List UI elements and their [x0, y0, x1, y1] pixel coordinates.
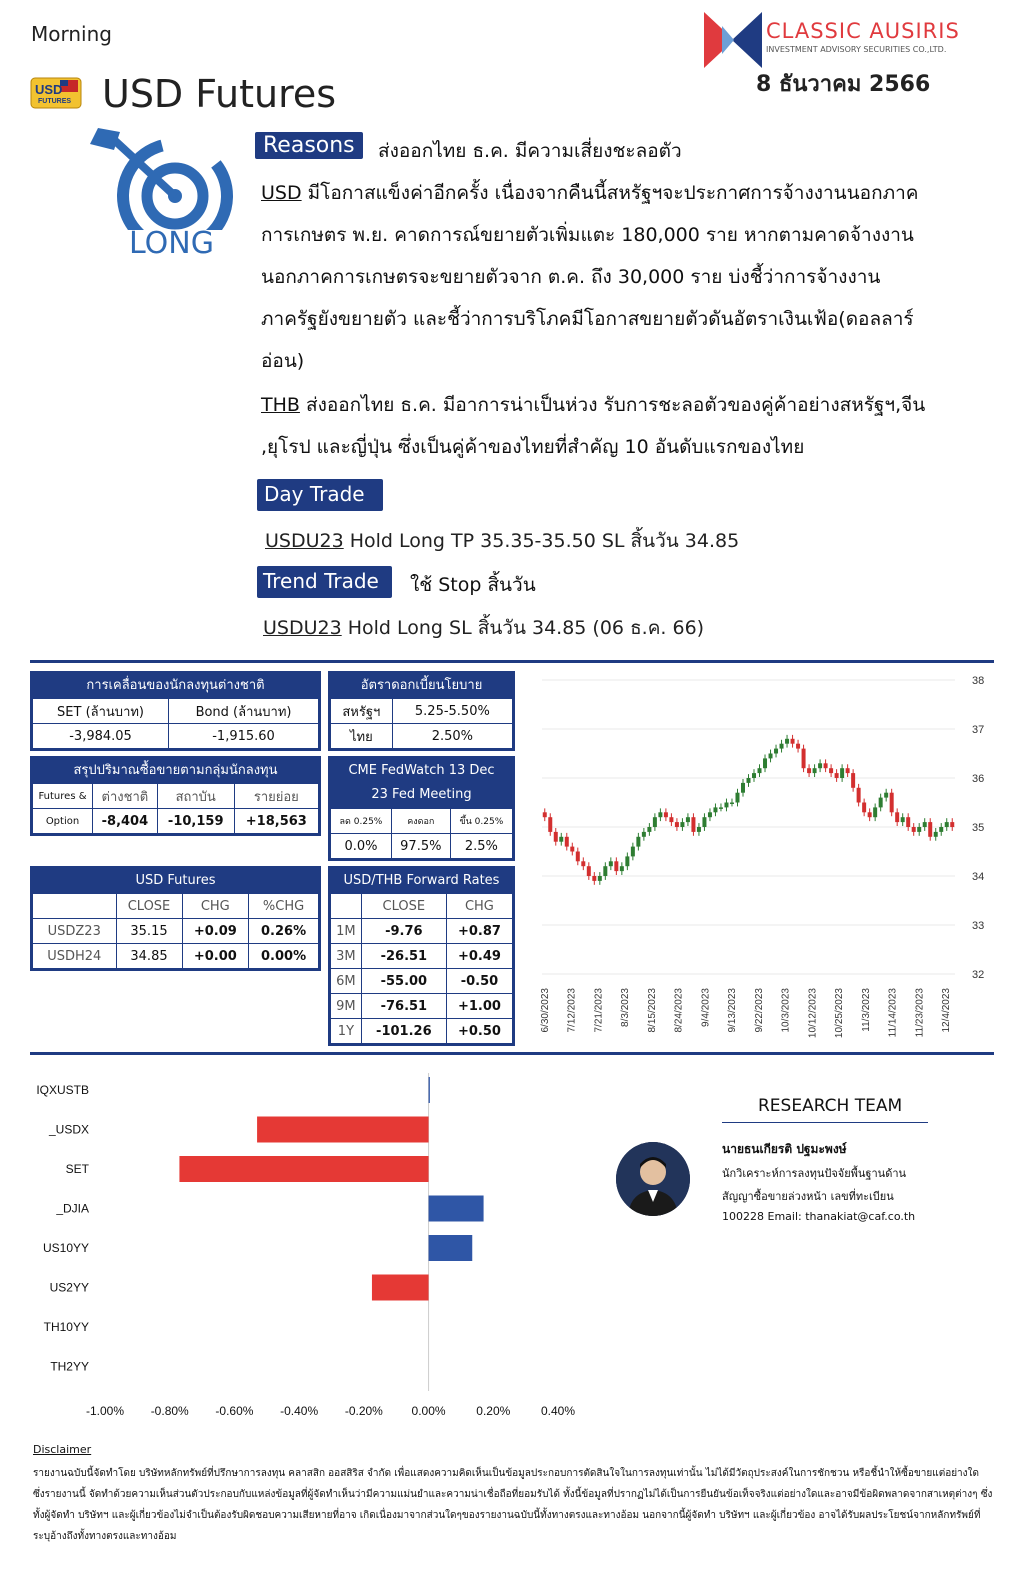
- svg-text:FUTURES: FUTURES: [38, 98, 72, 105]
- candle-body: [774, 749, 778, 754]
- candle-body: [950, 822, 954, 827]
- table-cell: -0.50: [446, 969, 512, 994]
- policy-rate-title: อัตราดอกเบี้ยนโยบาย: [330, 673, 513, 698]
- table-header: CLOSE: [116, 894, 182, 919]
- candle-body: [614, 861, 618, 871]
- usd-paragraph: [261, 172, 975, 382]
- table-cell: +0.00: [182, 944, 249, 969]
- table-header: [33, 894, 117, 919]
- x-tick-label: -0.60%: [215, 1404, 254, 1418]
- candle-body: [912, 827, 916, 832]
- table-cell: -10,159: [157, 809, 234, 834]
- table-cell: +1.00: [446, 994, 512, 1019]
- candle-body: [758, 768, 762, 773]
- foreign-flow-table: [30, 671, 321, 751]
- disclaimer-text: รายงานฉบับนี้จัดทำโดย บริษัทหลักทรัพย์ที่ปรึกษาการลงทุน คลาสสิก ออสสิริส จำกัด เพื่อแสดงความคิดเห็นเป็นข้อมูลประกอบการตัดสินใจในการลงทุนเท่านั้น ไม่ได้มีวัตถุประสงค์ในการชักชวน หรือชี้นำให้ซื้อขายแต่อย่างใด ซึ่งรายงานนี้ จัดทำด้วยความเห็นส่วนตัวประกอบกับแหล่งข้อมูลที่ผู้จัดทำเห็นว่ามีความแม่นยำและความน่าเชื่อถือที่ยอมรับได้ ทั้งนี้ข้อมูลที่ปรากฏไม่ได้เป็นการยืนยันข้อเท็จจริงแต่อย่างใดและอาจมีข้อผิดพลาดจากสาเหตุต่างๆ ซึ่งทั้งผู้จัดทำ บริษัทฯ และผู้เกี่ยวข้องไม่จำเป็นต้องรับผิดชอบความเสียหายที่อาจ เกิดเนื่องมาจากส่วนใดๆของรายงานฉบับนี้ทั้งทางตรงและทางอ้อม นอกจากนี้ผู้จัดทำ บริษัทฯ และผู้เกี่ยวข้อง อาจได้รับผลประโยชน์จากหลักทรัพย์ที่ระบุอ้างถึงทั้งทางตรงและทางอ้อม: [33, 1468, 993, 1542]
- candle-body: [807, 768, 811, 773]
- candle-body: [554, 832, 558, 842]
- candle-body: [570, 847, 574, 852]
- candle-body: [934, 832, 938, 837]
- candle-body: [548, 817, 552, 832]
- usd-futures-table: [30, 866, 321, 971]
- candle-body: [592, 876, 596, 881]
- candle-body: [829, 768, 833, 773]
- svg-text:USD: USD: [35, 82, 63, 97]
- x-tick-label: 7/12/2023: [566, 988, 578, 1033]
- day-trade-label: Day Trade: [257, 479, 383, 511]
- candle-body: [747, 778, 751, 783]
- x-tick-label: 0.40%: [540, 1404, 576, 1418]
- x-tick-label: 10/25/2023: [834, 988, 846, 1039]
- y-tick-label: 35: [972, 822, 985, 834]
- table-cell: 2.50%: [392, 724, 512, 749]
- row-label: Futures &: [33, 784, 93, 809]
- table-cell: 2.5%: [450, 834, 512, 859]
- x-tick-label: 11/3/2023: [860, 988, 872, 1032]
- table-cell: +0.49: [446, 944, 512, 969]
- table-header: Bond (ล้านบาท): [169, 699, 319, 724]
- candle-body: [769, 754, 773, 759]
- x-tick-label: -0.80%: [150, 1404, 189, 1418]
- candle-body: [879, 798, 883, 808]
- table-cell: +18,563: [234, 809, 318, 834]
- candle-body: [620, 866, 624, 871]
- x-tick-label: 0.00%: [411, 1404, 446, 1418]
- candle-body: [840, 768, 844, 778]
- x-tick-label: 10/3/2023: [780, 988, 792, 1033]
- x-tick-label: 12/4/2023: [941, 988, 952, 1033]
- day-trade-text: Hold Long TP 35.35-35.50 SL สิ้นวัน 34.85: [343, 530, 740, 552]
- table-cell: 3M: [331, 944, 362, 969]
- table-header: [331, 894, 362, 919]
- category-label: SET: [65, 1162, 89, 1176]
- candle-body: [631, 847, 635, 857]
- candle-body: [735, 793, 739, 803]
- table-header: CLOSE: [361, 894, 446, 919]
- x-tick-label: 11/14/2023: [887, 988, 899, 1038]
- candle-body: [862, 803, 866, 813]
- table-cell: 0.0%: [331, 834, 392, 859]
- brand-subtitle: INVESTMENT ADVISORY SECURITIES CO.,LTD.: [766, 45, 947, 54]
- candle-body: [917, 827, 921, 832]
- x-tick-label: 9/22/2023: [753, 988, 765, 1033]
- candle-body: [835, 773, 839, 778]
- category-label: IQXUSTB: [36, 1083, 89, 1097]
- thb-paragraph: [261, 384, 975, 468]
- x-tick-label: -0.20%: [344, 1404, 383, 1418]
- y-tick-label: 33: [972, 920, 985, 932]
- candle-body: [713, 807, 717, 812]
- candle-body: [702, 817, 706, 827]
- table-header: ขึ้น 0.25%: [450, 809, 512, 834]
- candle-body: [785, 739, 789, 744]
- candle-body: [680, 822, 684, 827]
- table-cell: สหรัฐฯ: [331, 699, 393, 724]
- usd-futures-title: USD Futures: [32, 868, 319, 893]
- candle-body: [945, 822, 949, 827]
- candle-body: [636, 837, 640, 847]
- usd-line: อ่อน): [261, 350, 305, 372]
- table-cell: -9.76: [361, 919, 446, 944]
- candle-body: [587, 866, 591, 876]
- table-cell: 97.5%: [391, 834, 450, 859]
- x-tick-label: 9/13/2023: [727, 988, 739, 1033]
- table-header: CHG: [182, 894, 249, 919]
- brand-name: CLASSIC AUSIRIS: [766, 19, 960, 43]
- candle-body: [708, 812, 712, 817]
- investor-groups-title: สรุปปริมาณซื้อขายตามกลุ่มนักลงทุน: [32, 758, 319, 783]
- analyst-name: นายธนเกียรติ ปฐมะพงษ์: [722, 1142, 847, 1156]
- candle-body: [895, 812, 899, 822]
- table-cell: -76.51: [361, 994, 446, 1019]
- thb-line: ส่งออกไทย ธ.ค. มีอาการน่าเป็นห่วง รับการชะลอตัวของคู่ค้าอย่างสหรัฐฯ,จีน: [299, 394, 926, 416]
- fedwatch-table: [328, 756, 515, 861]
- category-label: TH2YY: [50, 1359, 89, 1374]
- trend-trade-text: Hold Long SL สิ้นวัน 34.85 (06 ธ.ค. 66): [341, 617, 705, 639]
- fedwatch-title-line: CME FedWatch 13 Dec: [348, 763, 495, 778]
- disclaimer-title: Disclaimer: [33, 1443, 92, 1456]
- candle-body: [664, 812, 668, 817]
- y-tick-label: 36: [972, 773, 985, 785]
- thb-tag: THB: [261, 394, 300, 416]
- candle-body: [890, 793, 894, 813]
- candle-body: [884, 793, 888, 798]
- candle-body: [873, 807, 877, 817]
- table-cell: 5.25-5.50%: [392, 699, 512, 724]
- usdthb-candlestick-chart: [530, 668, 1000, 1052]
- candle-body: [581, 861, 585, 866]
- target-arrow-icon: [90, 120, 250, 230]
- candle-body: [559, 837, 563, 842]
- candle-body: [901, 817, 905, 822]
- candle-body: [857, 788, 861, 803]
- table-cell: 1M: [331, 919, 362, 944]
- table-cell: 0.26%: [249, 919, 319, 944]
- table-cell: -8,404: [93, 809, 158, 834]
- candle-body: [658, 812, 662, 817]
- table-cell: -26.51: [361, 944, 446, 969]
- table-header: ต่างชาติ: [93, 784, 158, 809]
- table-cell: -101.26: [361, 1019, 446, 1044]
- candle-body: [565, 837, 569, 847]
- candle-body: [763, 758, 767, 768]
- x-tick-label: 8/24/2023: [673, 988, 685, 1033]
- brand-logo-icon: [704, 12, 762, 68]
- candle-body: [719, 807, 723, 809]
- candle-body: [939, 827, 943, 832]
- forward-rates-title: USD/THB Forward Rates: [330, 868, 513, 893]
- row-label: Option: [33, 809, 93, 834]
- candle-body: [818, 763, 822, 768]
- table-cell: 34.85: [116, 944, 182, 969]
- foreign-flow-title: การเคลื่อนของนักลงทุนต่างชาติ: [32, 673, 319, 698]
- reasons-label: Reasons: [255, 132, 363, 159]
- candle-body: [675, 822, 679, 827]
- table-cell: ไทย: [331, 724, 393, 749]
- table-cell: USDH24: [33, 944, 117, 969]
- table-cell: -55.00: [361, 969, 446, 994]
- bar: [372, 1275, 429, 1301]
- candle-body: [791, 739, 795, 744]
- table-header: ลด 0.25%: [331, 809, 392, 834]
- divider-top: [30, 660, 994, 663]
- candle-body: [802, 749, 806, 769]
- candle-body: [868, 812, 872, 817]
- policy-rate-table: [328, 671, 515, 751]
- usd-futures-logo: [30, 75, 82, 111]
- x-tick-label: 11/23/2023: [914, 988, 926, 1038]
- x-tick-label: 6/30/2023: [540, 988, 551, 1033]
- y-tick-label: 32: [972, 969, 985, 981]
- fedwatch-title-line: 23 Fed Meeting: [371, 787, 472, 802]
- x-tick-label: 10/12/2023: [807, 988, 819, 1039]
- table-cell: +0.50: [446, 1019, 512, 1044]
- trend-trade-label: Trend Trade: [257, 566, 392, 598]
- candle-body: [741, 783, 745, 793]
- page-title: USD Futures: [102, 72, 337, 116]
- market-change-bar-chart: [20, 1073, 610, 1429]
- table-cell: 9M: [331, 994, 362, 1019]
- analyst-role: นักวิเคราะห์การลงทุนปัจจัยพื้นฐานด้าน: [722, 1167, 907, 1180]
- category-label: TH10YY: [43, 1320, 89, 1334]
- candle-body: [796, 744, 800, 749]
- category-label: US2YY: [49, 1280, 89, 1295]
- bar: [429, 1077, 430, 1103]
- candle-body: [752, 773, 756, 778]
- session-label: Morning: [31, 22, 112, 46]
- category-label: _USDX: [48, 1122, 89, 1137]
- table-header: %CHG: [249, 894, 319, 919]
- candle-body: [906, 817, 910, 827]
- thb-line: ,ยุโรป และญี่ปุ่น ซึ่งเป็นคู่ค้าของไทยที่สำคัญ 10 อันดับแรกของไทย: [261, 436, 805, 458]
- table-header: SET (ล้านบาท): [33, 699, 169, 724]
- usd-line: ภาครัฐยังขยายตัว และชี้ว่าการบริโภคมีโอกาสขยายตัวดันอัตราเงินเฟ้อ(ดอลลาร์: [261, 308, 914, 330]
- divider-bottom: [30, 1052, 994, 1055]
- usd-line: การเกษตร พ.ย. คาดการณ์ขยายตัวเพิ่มแตะ 180,000 ราย หากตามคาดจ้างงาน: [261, 224, 914, 246]
- candle-body: [928, 822, 932, 837]
- table-cell: 1Y: [331, 1019, 362, 1044]
- table-header: รายย่อย: [234, 784, 318, 809]
- table-cell: 6M: [331, 969, 362, 994]
- day-trade-line: [265, 526, 739, 556]
- candle-body: [686, 817, 690, 822]
- candle-body: [625, 856, 629, 866]
- candle-body: [697, 827, 701, 832]
- investor-groups-table: [30, 756, 321, 836]
- trend-trade-note: ใช้ Stop สิ้นวัน: [410, 574, 536, 596]
- candle-body: [598, 876, 602, 881]
- x-tick-label: 0.20%: [476, 1404, 511, 1418]
- research-underline: [722, 1122, 928, 1123]
- candle-body: [647, 827, 651, 832]
- candle-body: [669, 817, 673, 822]
- table-cell: +0.87: [446, 919, 512, 944]
- y-tick-label: 34: [972, 871, 985, 883]
- table-header: สถาบัน: [157, 784, 234, 809]
- candle-body: [780, 744, 784, 749]
- fedwatch-title: [330, 758, 513, 808]
- table-cell: +0.09: [182, 919, 249, 944]
- table-cell: -3,984.05: [33, 724, 169, 749]
- candle-body: [724, 803, 728, 808]
- position-label: LONG: [129, 226, 214, 261]
- candle-body: [642, 832, 646, 837]
- candle-body: [603, 866, 607, 876]
- table-cell: USDZ23: [33, 919, 117, 944]
- candle-body: [923, 822, 927, 827]
- x-tick-label: -1.00%: [85, 1404, 125, 1418]
- trend-trade-symbol: USDU23: [263, 617, 342, 639]
- table-cell: 35.15: [116, 919, 182, 944]
- reasons-title: ส่งออกไทย ธ.ค. มีความเสี่ยงชะลอตัว: [378, 140, 682, 162]
- candle-body: [576, 852, 580, 862]
- bar: [179, 1156, 428, 1182]
- x-tick-label: 8/3/2023: [620, 988, 632, 1027]
- y-tick-label: 38: [972, 675, 985, 687]
- analyst-avatar: [616, 1142, 690, 1216]
- bar: [429, 1235, 473, 1261]
- research-team-title: RESEARCH TEAM: [758, 1096, 903, 1116]
- bar: [429, 1196, 484, 1222]
- candle-body: [691, 817, 695, 832]
- x-tick-label: 8/15/2023: [646, 988, 658, 1033]
- candle-body: [851, 773, 855, 788]
- category-label: _DJIA: [56, 1201, 89, 1216]
- candle-body: [824, 763, 828, 768]
- table-cell: 0.00%: [249, 944, 319, 969]
- category-label: US10YY: [42, 1241, 89, 1255]
- usd-line: มีโอกาสแข็งค่าอีกครั้ง เนื่องจากคืนนี้สหรัฐฯจะประกาศการจ้างงานนอกภาค: [301, 182, 919, 204]
- day-trade-symbol: USDU23: [265, 530, 344, 552]
- usd-line: นอกภาคการเกษตรจะขยายตัวจาก ต.ค. ถึง 30,000 ราย บ่งชี้ว่าการจ้างงาน: [261, 266, 881, 288]
- usd-tag: USD: [261, 182, 302, 204]
- candle-body: [609, 861, 613, 866]
- bar: [257, 1117, 428, 1143]
- x-tick-label: -0.40%: [280, 1404, 319, 1418]
- forward-rates-table: [328, 866, 515, 1046]
- analyst-role: สัญญาซื้อขายล่วงหน้า เลขที่ทะเบียน: [722, 1190, 894, 1203]
- table-header: CHG: [446, 894, 512, 919]
- x-tick-label: 7/21/2023: [593, 988, 605, 1033]
- candle-body: [813, 768, 817, 773]
- candle-body: [543, 812, 547, 817]
- analyst-contact: 100228 Email: thanakiat@caf.co.th: [722, 1210, 916, 1223]
- candle-body: [730, 803, 734, 805]
- report-date: 8 ธันวาคม 2566: [756, 72, 931, 97]
- trend-trade-line: [263, 613, 704, 643]
- candle-body: [846, 768, 850, 773]
- y-tick-label: 37: [972, 724, 985, 736]
- table-cell: -1,915.60: [169, 724, 319, 749]
- x-tick-label: 9/4/2023: [700, 988, 712, 1027]
- table-header: คงดอก: [391, 809, 450, 834]
- candle-body: [653, 817, 657, 827]
